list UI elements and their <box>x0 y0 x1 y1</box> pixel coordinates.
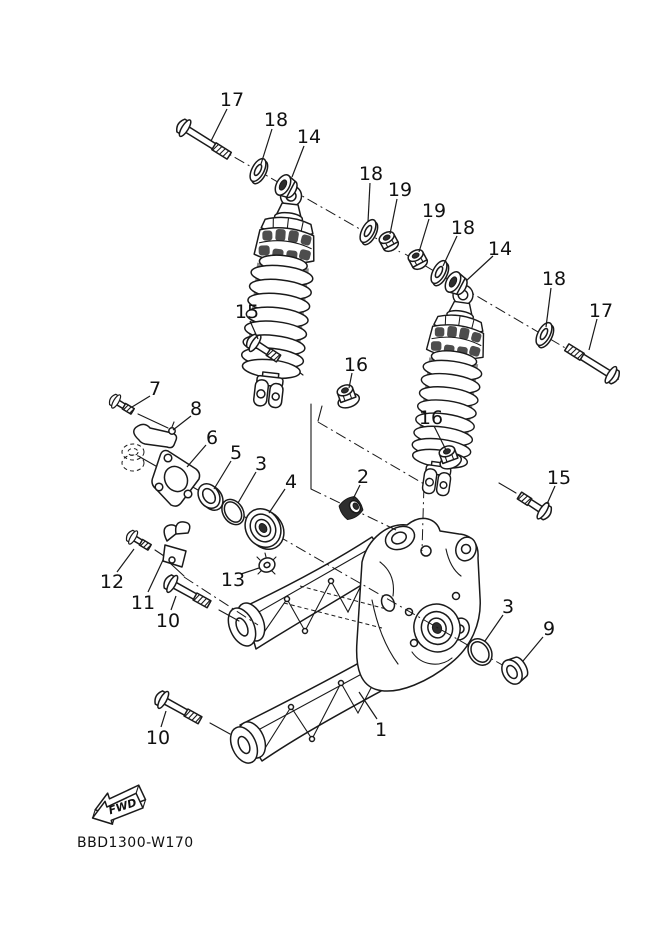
bolt-17-right <box>562 339 623 387</box>
bearing-4 <box>238 502 291 556</box>
callout-label-11: 11 <box>130 592 156 614</box>
callout-label-19: 19 <box>421 200 447 222</box>
callout-leader-6 <box>187 445 206 467</box>
callout-leader-12 <box>117 549 134 572</box>
callout-label-12: 12 <box>99 571 125 593</box>
bushing-2 <box>337 494 365 522</box>
callout-label-14: 14 <box>487 238 513 260</box>
callout-leader-3 <box>238 472 256 503</box>
callout-label-10: 10 <box>145 727 171 749</box>
nut-19-right <box>406 247 429 271</box>
washer-18-left-inner <box>356 217 381 247</box>
callout-leader-17 <box>211 109 227 141</box>
callout-label-2: 2 <box>356 466 370 488</box>
callout-leader-14 <box>292 146 304 177</box>
callout-leader-18 <box>546 288 551 327</box>
nut-16-left <box>333 382 361 411</box>
callout-label-18: 18 <box>358 163 384 185</box>
bolt-12 <box>124 528 154 554</box>
bracket-plate-6 <box>152 451 200 507</box>
callout-label-5: 5 <box>229 442 243 464</box>
callout-label-6: 6 <box>205 427 219 449</box>
callout-leader-3 <box>485 615 503 641</box>
callout-label-13: 13 <box>220 569 246 591</box>
retainer-clip-13 <box>257 553 277 574</box>
washer-18-left-outer <box>246 156 271 186</box>
bolt-10-lower <box>152 688 205 729</box>
callout-leader-18 <box>443 236 457 266</box>
callout-label-15: 15 <box>546 467 572 489</box>
callout-label-14: 14 <box>296 126 322 148</box>
cable-guide-11 <box>163 522 190 567</box>
nut-19-left <box>377 229 400 253</box>
callout-label-3: 3 <box>254 453 268 475</box>
callout-leader-18 <box>368 183 370 222</box>
torque-link-8 <box>134 422 177 448</box>
callout-label-16: 16 <box>343 354 369 376</box>
diagram-code: BBD1300-W170 <box>77 835 194 851</box>
callout-leader-10 <box>161 711 166 727</box>
callout-label-17: 17 <box>219 89 245 111</box>
fwd-arrow <box>87 783 150 830</box>
callout-label-16: 16 <box>418 407 444 429</box>
callout-leader-4 <box>269 489 285 513</box>
callout-label-7: 7 <box>148 378 162 400</box>
shock-absorber-left <box>236 182 323 410</box>
cap-9 <box>498 653 532 688</box>
washer-18-right-outer <box>532 320 557 350</box>
callout-label-3: 3 <box>501 596 515 618</box>
callout-leader-19 <box>390 199 397 234</box>
callout-label-4: 4 <box>284 471 298 493</box>
callout-leader-8 <box>173 416 191 430</box>
callout-label-1: 1 <box>374 719 388 741</box>
callout-label-18: 18 <box>541 268 567 290</box>
callout-label-8: 8 <box>189 398 203 420</box>
callout-label-19: 19 <box>387 179 413 201</box>
callout-leader-19 <box>419 219 429 252</box>
callout-label-18: 18 <box>263 109 289 131</box>
callout-leader-18 <box>261 129 272 164</box>
fwd-label: FWD <box>106 796 139 818</box>
callout-leader-9 <box>523 637 543 661</box>
bolt-7 <box>107 392 137 418</box>
callout-leader-17 <box>589 319 597 350</box>
callout-leader-7 <box>132 396 150 407</box>
bolt-15-right <box>514 488 555 524</box>
callout-label-15: 15 <box>234 301 260 323</box>
callout-label-17: 17 <box>588 300 614 322</box>
bolt-10-upper <box>161 572 214 613</box>
callout-label-10: 10 <box>155 610 181 632</box>
bolt-17-left <box>173 116 234 164</box>
callout-leader-10 <box>171 596 176 610</box>
swingarm <box>220 518 480 767</box>
callout-leader-11 <box>148 560 163 592</box>
callout-label-9: 9 <box>542 618 556 640</box>
callout-label-18: 18 <box>450 217 476 239</box>
callout-leader-5 <box>214 461 231 489</box>
